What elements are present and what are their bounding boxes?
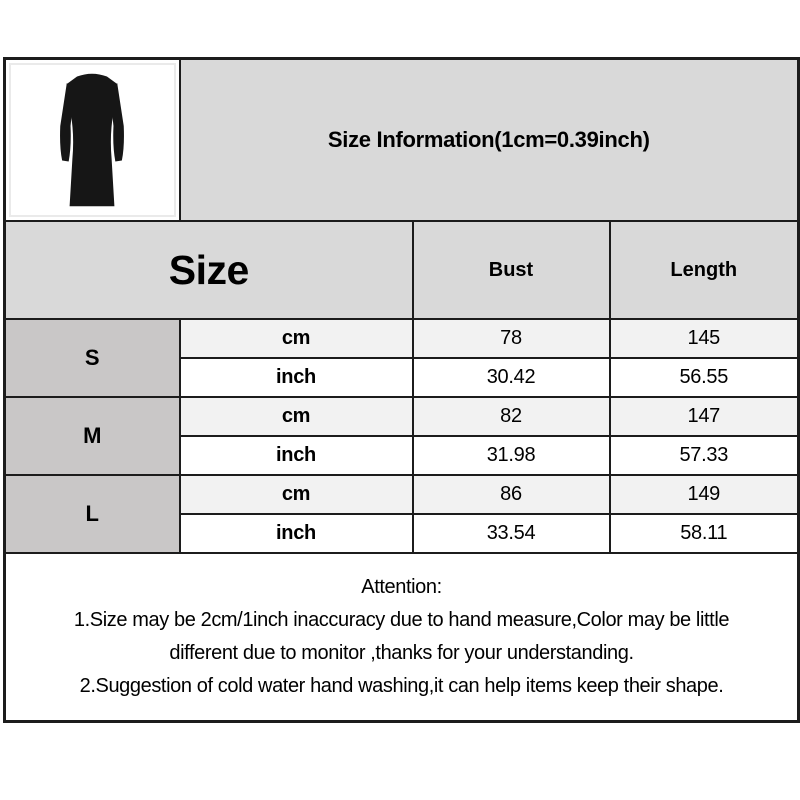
column-header-length: Length	[610, 221, 799, 319]
size-label-l: L	[5, 475, 180, 553]
unit-label-cm: cm	[180, 319, 413, 358]
size-label-m: M	[5, 397, 180, 475]
value-s-inch-length: 56.55	[610, 358, 799, 397]
attention-line-1: 1.Size may be 2cm/1inch inaccuracy due to hand measure,Color may be little	[73, 609, 730, 631]
value-l-cm-length: 149	[610, 475, 799, 514]
value-s-cm-bust: 78	[413, 319, 610, 358]
column-header-size: Size	[5, 221, 413, 319]
column-header-bust: Bust	[413, 221, 610, 319]
value-m-cm-length: 147	[610, 397, 799, 436]
column-header-row	[5, 221, 799, 319]
value-l-inch-length: 58.11	[610, 514, 799, 553]
size-table	[3, 57, 800, 723]
attention-heading: Attention:	[361, 576, 442, 598]
value-l-cm-bust: 86	[413, 475, 610, 514]
table-row-s-cm	[5, 319, 799, 358]
value-m-cm-bust: 82	[413, 397, 610, 436]
attention-note	[5, 553, 799, 722]
attention-line-3: 2.Suggestion of cold water hand washing,it can help items keep their shape.	[79, 675, 724, 697]
attention-line-2: different due to monitor ,thanks for your understanding.	[169, 642, 634, 664]
product-image-cell	[5, 59, 180, 222]
unit-label-inch: inch	[180, 358, 413, 397]
page-title: Size Information(1cm=0.39inch)	[180, 59, 799, 222]
product-photo-frame	[9, 63, 176, 217]
unit-label-cm: cm	[180, 397, 413, 436]
value-s-inch-bust: 30.42	[413, 358, 610, 397]
value-m-inch-length: 57.33	[610, 436, 799, 475]
size-label-s: S	[5, 319, 180, 397]
dress-icon	[36, 70, 148, 210]
table-row-l-cm	[5, 475, 799, 514]
value-l-inch-bust: 33.54	[413, 514, 610, 553]
value-s-cm-length: 145	[610, 319, 799, 358]
unit-label-inch: inch	[180, 436, 413, 475]
header-row	[5, 59, 799, 222]
value-m-inch-bust: 31.98	[413, 436, 610, 475]
attention-row	[5, 553, 799, 722]
table-row-m-cm	[5, 397, 799, 436]
unit-label-inch: inch	[180, 514, 413, 553]
unit-label-cm: cm	[180, 475, 413, 514]
